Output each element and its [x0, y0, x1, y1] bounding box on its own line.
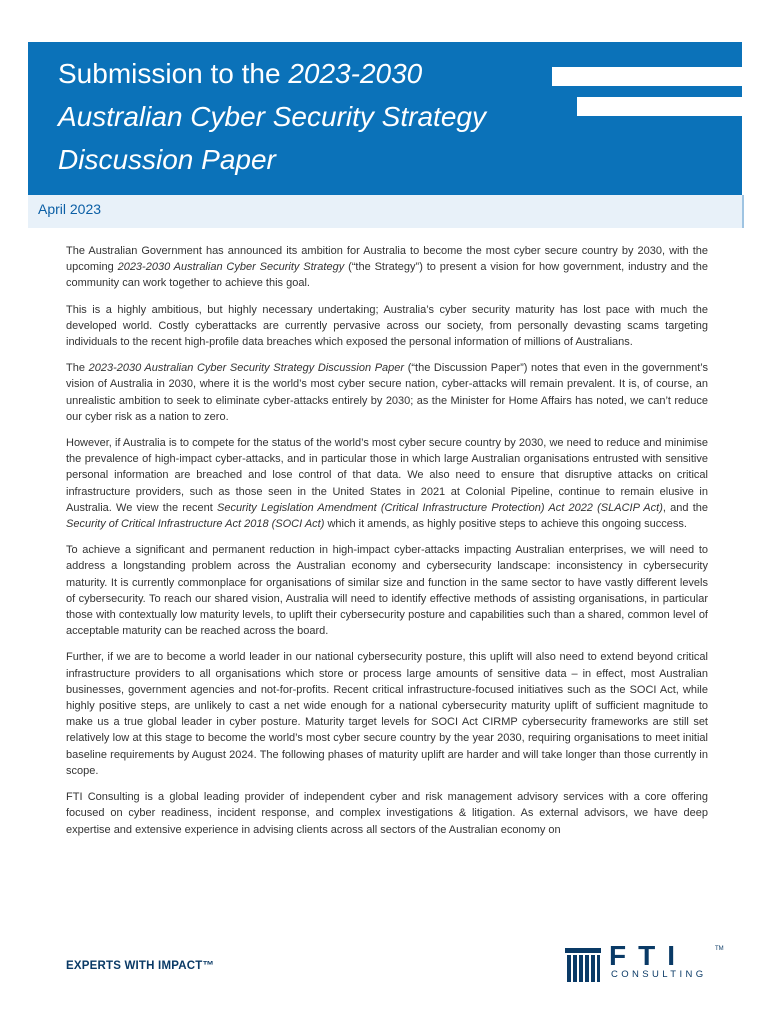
page-title	[58, 52, 578, 181]
paragraph-4	[66, 435, 708, 532]
p1-text-c: (“the Strategy”) to present a vision for how government, industry and the community can work together to achieve this goal.	[66, 261, 708, 290]
p4-text-a: However, if Australia is to compete for the status of the world’s most cyber secure country by 2030, we need to reduce and minimise the prevalence of high-impact cyber-attacks, and in particular those in which large Australian organisations entrusted with sensitive personal information are breached and lose control of that data. We also need to ensure that disruptive attacks on critical infrastructure providers, such as those seen in the United States in 2021 at Colonial Pipeline, continue to remain elusive in Australia. We view the recent	[66, 437, 708, 514]
title-line1-plain: Submission to the	[58, 58, 289, 89]
title-line1-italic: 2023-2030	[288, 58, 423, 89]
p1-text-a: The Australian Government has announced its ambition for Australia to become the most cyber secure country by 2030, with the upcoming	[66, 245, 708, 274]
paragraph-3	[66, 360, 708, 425]
fti-consulting-logo	[565, 940, 725, 984]
p1-strategy-title: 2023-2030 Australian Cyber Security Strategy	[117, 261, 345, 274]
date-band	[28, 195, 744, 228]
p4-soci-act: Security of Critical Infrastructure Act 2018 (SOCI Act)	[66, 518, 325, 531]
logo-fti-text: FTI	[609, 940, 687, 971]
paragraph-2: This is a highly ambitious, but highly necessary undertaking; Australia’s cyber security maturity has lost pace with much the developed world. Costly cyberattacks are currently pervasive across our society, from personally devasting scams targeting individuals to the recent high-profile data breaches which exposed the personal information of millions of Australians.	[66, 303, 708, 349]
p4-slacip-act: Security Legislation Amendment (Critical Infrastructure Protection) Act 2022 (SLACIP Act)	[217, 501, 663, 514]
fti-building-columns-icon	[565, 948, 601, 982]
logo-consulting-text: CONSULTING	[611, 969, 707, 980]
paragraph-5: To achieve a significant and permanent reduction in high-impact cyber-attacks impacting Australian enterprises, we will need to address a longstanding problem across the Australian economy and cybersecurity landscape: inconsistency in cybersecurity maturity. It is currently commonplace for organisations of similar size and function in the same sector to have vastly different levels of cybersecurity. To reach our shared vision, Australia will need to identify effective methods of assisting organisations, in particular those with contextually low maturity levels, to uplift their cybersecurity posture and capabilities such than a shared, common level of acceptable maturity can be reached across the board.	[66, 544, 708, 638]
p3-discussion-paper-title: 2023-2030 Australian Cyber Security Strategy Discussion Paper	[88, 362, 405, 375]
title-line2: Australian Cyber Security Strategy	[58, 101, 486, 132]
paragraph-1	[66, 243, 708, 292]
paragraph-7: FTI Consulting is a global leading provider of independent cyber and risk management advisory services with a core offering focused on cyber readiness, incident response, and complex investigations & litigation. As external advisors, we have deep expertise and extensive experience in advising clients across all sectors of the Australian economy on	[66, 791, 708, 836]
p3-text-a: The	[66, 362, 89, 375]
title-line3: Discussion Paper	[58, 144, 276, 175]
paragraph-6: Further, if we are to become a world leader in our national cybersecurity posture, this uplift will also need to extend beyond critical infrastructure providers to all organisations which store or process large amounts of sensitive data – in effect, most Australian businesses, government agencies and not-for-profits. Recent critical infrastructure-focused initiatives such as the SOCI Act, while highly positive steps, are unlikely to cast a net wide enough for a national cybersecurity maturity uplift of sufficient magnitude to make us a true global leader in cyber posture. Maturity target levels for SOCI Act CIRMP cybersecurity frameworks are still set relatively low at this stage to become the world’s most cyber secure country by the year 2030, requiring organisations to meet initial baseline requirements by August 2024. The following phases of maturity uplift are harder and will take longer than those currently in scope.	[66, 651, 708, 777]
p3-text-c: (“the Discussion Paper”) notes that even in the government’s vision of Australia in 2030, where it is the world’s most cyber secure nation, cyber-attacks will remain prevalent. It is, of course, an unrealistic ambition to seek to eliminate cyber-attacks entirely by 2030; as the Minister for Home Affairs has noted, we can’t reduce our cyber risk as a nation to zero.	[66, 362, 708, 423]
p4-text-c: , and the	[662, 501, 708, 514]
logo-trademark: TM	[715, 946, 724, 952]
title-banner	[28, 42, 742, 195]
document-body	[66, 243, 708, 848]
decorative-bar-top	[552, 67, 742, 86]
footer-tagline: EXPERTS WITH IMPACT™	[66, 960, 215, 972]
publication-date: April 2023	[38, 201, 102, 217]
p4-text-e: which it amends, as highly positive steps to achieve this ongoing success.	[324, 518, 687, 531]
decorative-bar-bottom	[577, 97, 742, 116]
